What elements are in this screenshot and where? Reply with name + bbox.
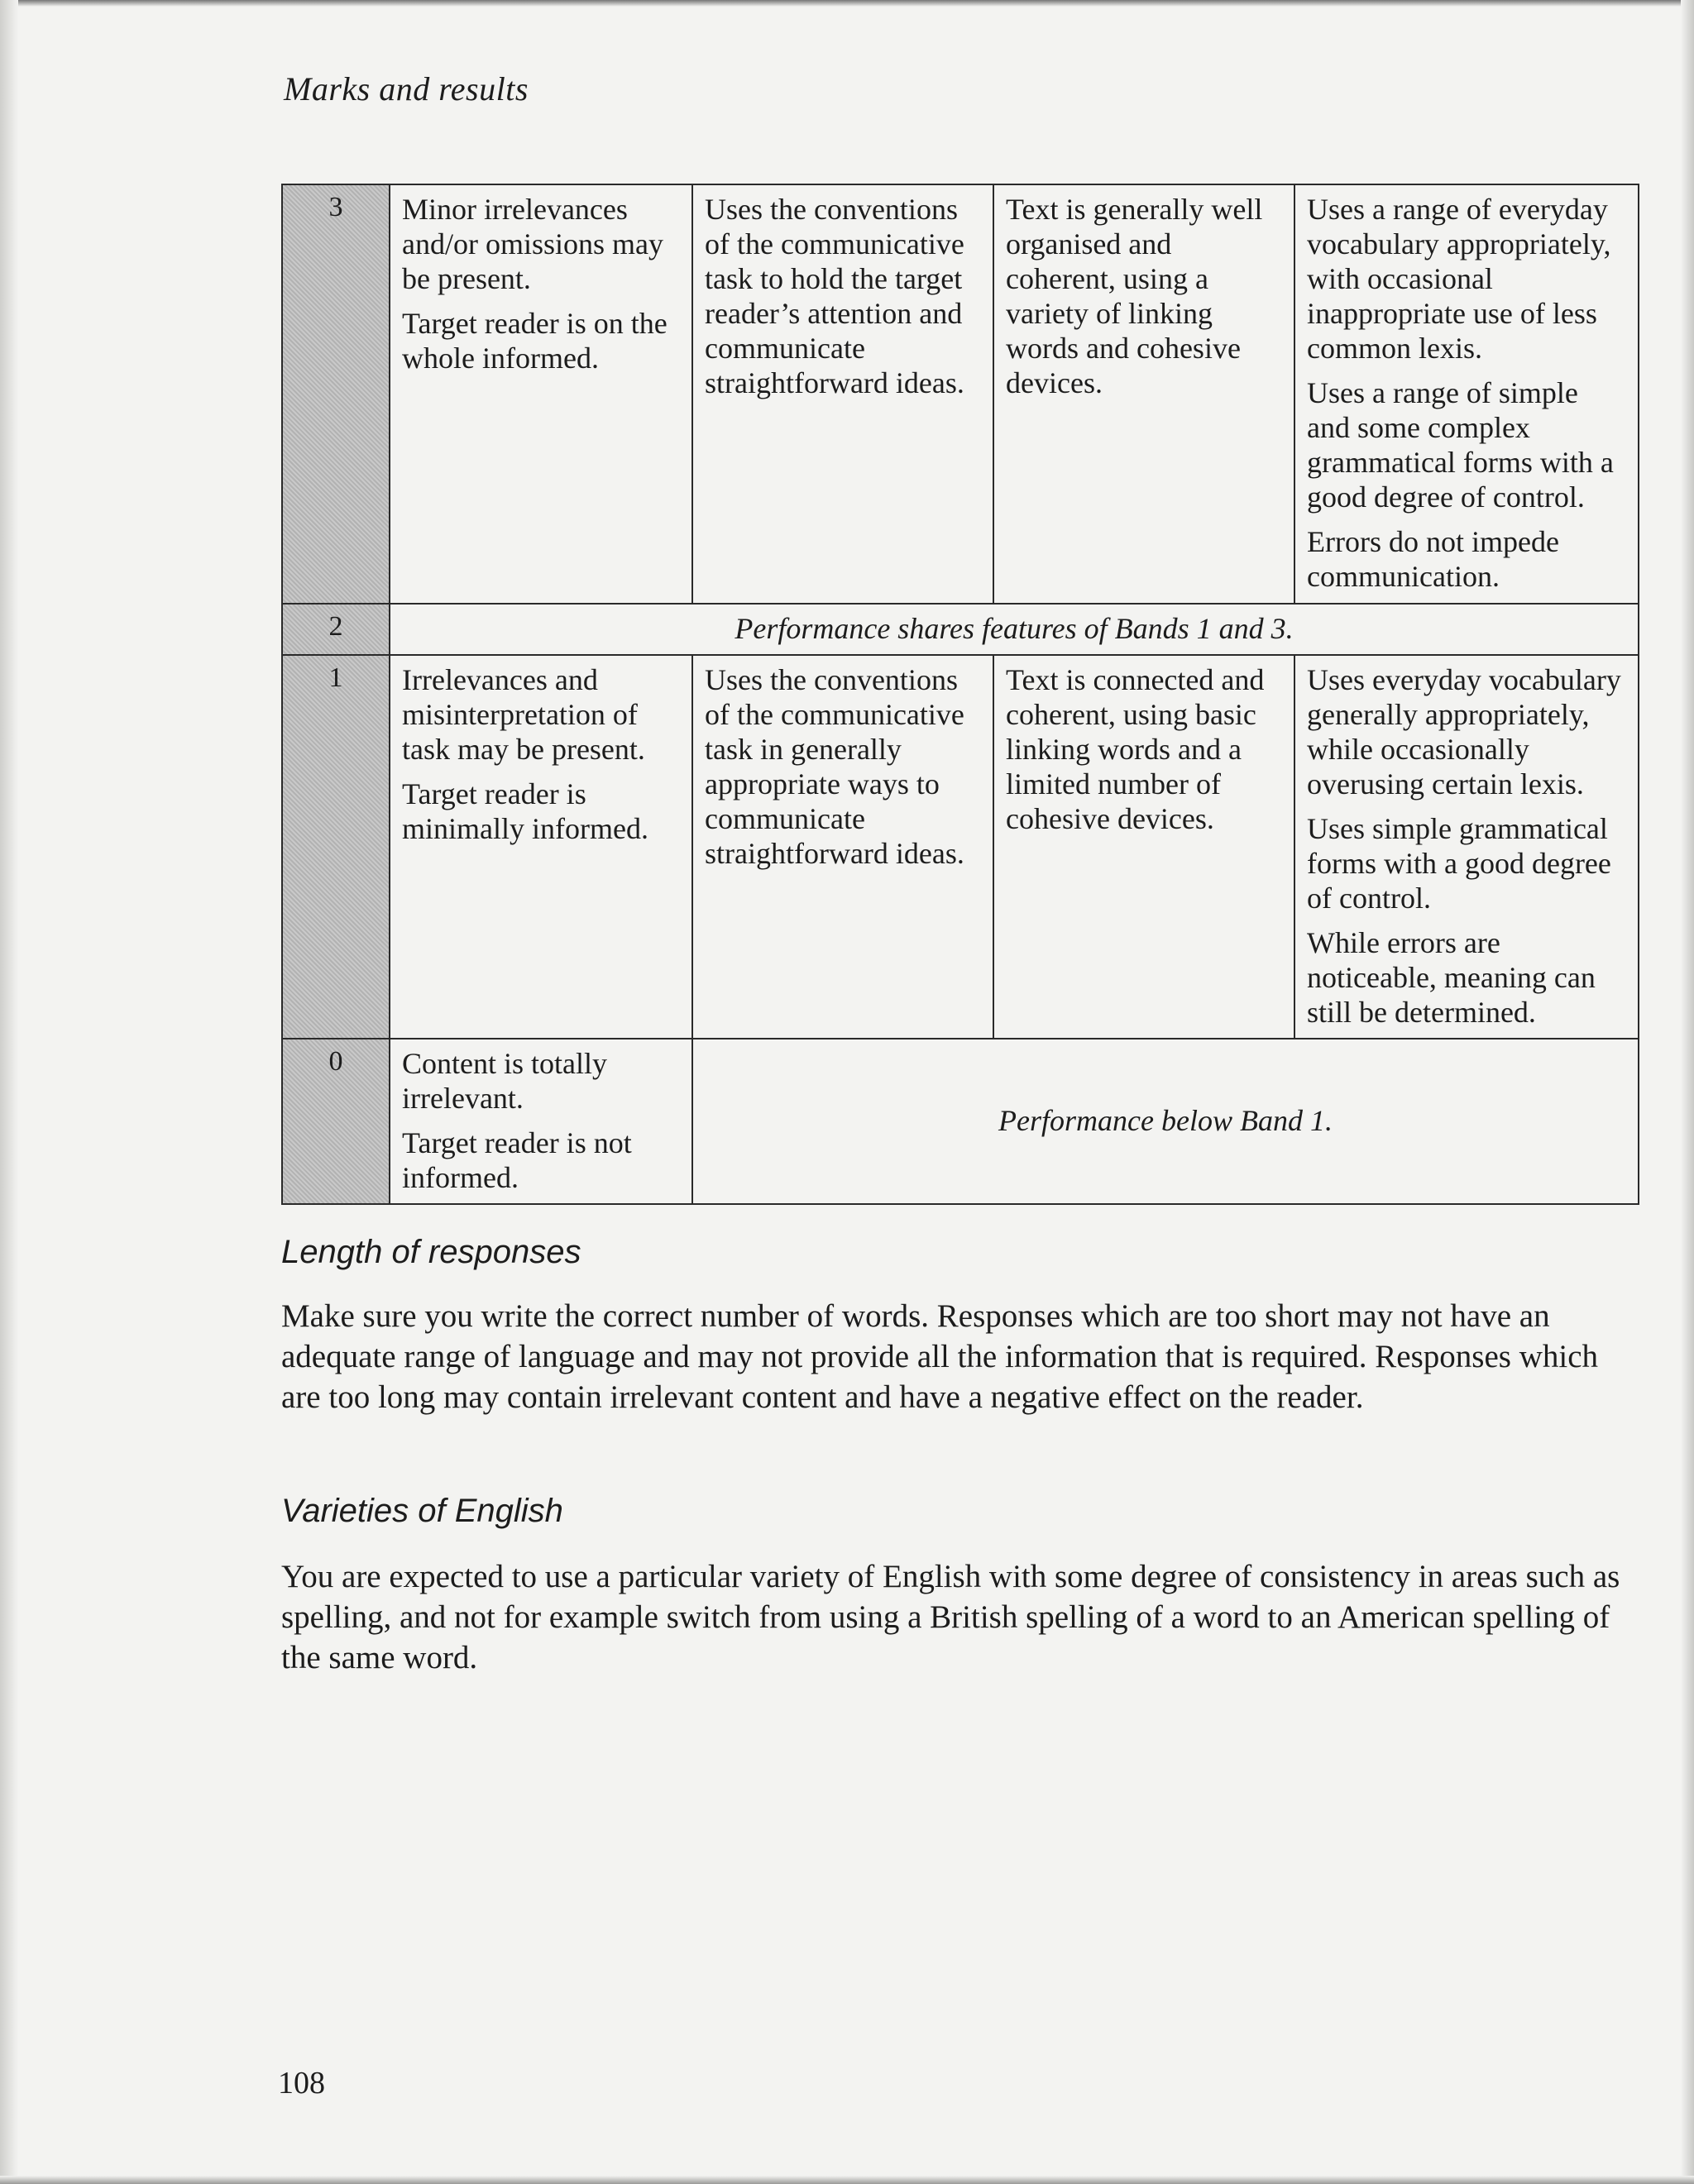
language-cell <box>1294 655 1639 1039</box>
descriptor: Uses simple grammatical forms with a good degree of control. <box>1307 812 1611 915</box>
content-cell <box>390 1039 692 1204</box>
band-row-3 <box>282 184 1639 604</box>
page-number: 108 <box>278 2066 325 2100</box>
section-heading: Length of responses <box>281 1234 581 1270</box>
page-edge <box>0 2176 1694 2184</box>
band-row-0 <box>282 1039 1639 1204</box>
assessment-rubric-table <box>281 184 1639 1205</box>
body-paragraph: You are expected to use a particular variety of English with some degree of consistency in areas such as spelling, and not for example switch from using a British spelling of a word to an American spelling of the same word. <box>281 1559 1620 1675</box>
language-cell <box>1294 184 1639 604</box>
descriptor: Target reader is minimally informed. <box>402 777 648 845</box>
band-number: 1 <box>282 655 390 1039</box>
content-cell <box>390 184 692 604</box>
page-edge <box>0 0 1694 7</box>
page-edge <box>1681 0 1694 2184</box>
descriptor: Uses the conventions of the communicative task in generally appropriate ways to communicate straightforward ideas. <box>705 663 964 870</box>
body-paragraph: Make sure you write the correct number of words. Responses which are too short may not have an adequate range of language and may not provide all the information that is required. Responses which are too long may contain irrelevant content and have a negative effect on the reader. <box>281 1298 1599 1415</box>
descriptor: Uses everyday vocabulary generally appropriately, while occasionally overusing certain lexis. <box>1307 663 1621 800</box>
descriptor: Uses a range of everyday vocabulary appropriately, with occasional inappropriate use of less common lexis. <box>1307 193 1611 365</box>
descriptor: Uses a range of simple and some complex grammatical forms with a good degree of control. <box>1307 376 1614 514</box>
descriptor: Target reader is not informed. <box>402 1126 632 1194</box>
merged-descriptor: Performance below Band 1. <box>692 1039 1639 1204</box>
descriptor: Text is connected and coherent, using basic linking words and a limited number of cohesive devices. <box>1006 663 1265 835</box>
band-number: 3 <box>282 184 390 604</box>
communicative-achievement-cell <box>692 184 993 604</box>
communicative-achievement-cell <box>692 655 993 1039</box>
band-number: 2 <box>282 604 390 655</box>
band-number: 0 <box>282 1039 390 1204</box>
organisation-cell <box>993 655 1294 1039</box>
content-cell <box>390 655 692 1039</box>
descriptor: While errors are noticeable, meaning can still be determined. <box>1307 926 1596 1029</box>
descriptor: Minor irrelevances and/or omissions may be present. <box>402 193 663 295</box>
running-head: Marks and results <box>284 70 529 108</box>
descriptor: Errors do not impede communication. <box>1307 525 1559 593</box>
descriptor: Irrelevances and misinterpretation of task may be present. <box>402 663 645 766</box>
descriptor: Uses the conventions of the communicative task to hold the target reader’s attention and communicate straightforward ideas. <box>705 193 964 399</box>
merged-descriptor: Performance shares features of Bands 1 and 3. <box>390 604 1639 655</box>
descriptor: Content is totally irrelevant. <box>402 1047 607 1115</box>
section-heading: Varieties of English <box>281 1493 563 1529</box>
band-row-1 <box>282 655 1639 1039</box>
band-row-2 <box>282 604 1639 655</box>
descriptor: Text is generally well organised and coherent, using a variety of linking words and cohesive devices. <box>1006 193 1263 399</box>
organisation-cell <box>993 184 1294 604</box>
page-edge <box>0 0 18 2184</box>
descriptor: Target reader is on the whole informed. <box>402 307 668 375</box>
